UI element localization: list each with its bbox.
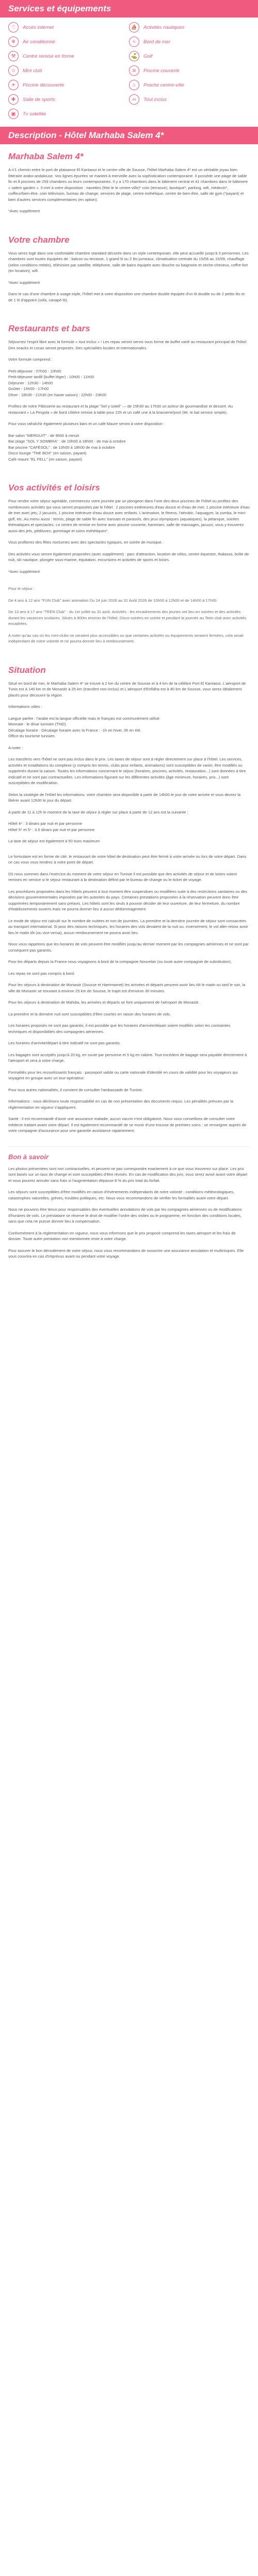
service-item — [8, 79, 129, 91]
service-label: Activités nautiques — [143, 24, 185, 30]
paragraph: A noter : — [8, 745, 23, 750]
paragraph: Petit-déjeuner : 07h00 - 10h00 Petit-déjeuner tardif (buffet léger) : 10h00 - 11h00 Déjeuner : 12h30 - 14h00 Goûter : 15h00 - 17h00 Dîner : 18h30 - 21h30 (en haute saison) ; 22h00 - 23h00 — [8, 368, 106, 397]
chambre-title: Votre chambre — [8, 234, 70, 245]
paragraph: Vous profiterez des fêtes nocturnes avec des spectacles typiques, en soirée de musique. — [8, 540, 163, 545]
paragraph: Vous serez logé dans une confortable chambre standard décorée dans un style contemporain, elle peut accueillir jusqu'à 3 personnes. Les chambres sont toutes équipées de : balcon ou terrasse, 1 grand lit ou 2 lits jumeaux, climatisation centrale du 15/06 au 15/09, chauffage (selon conditions météo), télévision par satellite, téléphone, salle de bains équipée avec douche ou baignoire et sèche-cheveux, coffre-fort (en location), wifi. — [8, 250, 249, 273]
situation-title: Situation — [8, 665, 46, 675]
service-label: Golf — [143, 53, 153, 59]
services-grid — [0, 18, 258, 122]
paragraph: Santé : il est recommandé d'avoir une assurance maladie, aucun vaccin n'est obligatoire. Nous vous conseillons de consulter votre médecin traitant avant votre départ. Il est également recommandé de se munir d'une trousse de premiers soins ; se renseigner auprès de votre compagnie d'assurance pour une garantie assistance rapatriement. — [8, 1116, 247, 1133]
wave-icon: ≈ — [129, 37, 139, 47]
service-label: Salle de sports — [23, 96, 55, 103]
pool-icon: ≋ — [129, 65, 139, 76]
paragraph: La première et la dernière nuit sont susceptibles d'être courtes en raison des horaires de vols. — [8, 1011, 171, 1016]
service-item — [129, 50, 250, 62]
paragraph: Pour assurer le bon déroulement de votre séjour, nous vous recommandons de souscrire une assurance annulation et multirisques. Elle vous couvrira en cas d'imprévus avant ou pendant votre voyage. — [8, 1248, 244, 1259]
paragraph: Les horaires proposés ne sont pas garantis, il est possible que les horaires d'arrivée/départ soient modifiés selon les contraintes techniques et disponibilités des compagnies aériennes. — [8, 1023, 231, 1034]
paragraph: De 13 ans à 17 ans "TEEN Club" - du 1er juillet au 31 août. Activités : les encadrements des jeunes ont lieu en soirées et des activités durant les vacances scolaires. Situés à 800m environ de l'hôtel. Disco-soirées en soirée et pendant la journée au Teen club avec activités encadrées. — [8, 609, 247, 626]
service-label: Centre remise en forme — [23, 53, 74, 59]
paragraph: Pour les départs depuis la France nous voyageons à bord de la compagnie Nouvelair (ou toute autre compagnie de substitution). — [8, 959, 232, 964]
paragraph: Conformément à la réglementation en vigueur, nous vous informons que le prix proposé comprend les taxes aéroport et les frais de dossier. Toute autre prestation non mentionnée reste à votre charge. — [8, 1230, 236, 1241]
paragraph: Les bagages sont acceptés jusqu'à 20 kg, en soute par personne et 5 kg en cabine. Tout excédent de bagage sera payable directement à l'aéroport et sera à votre charge. — [8, 1052, 247, 1063]
paragraph: Informations : nous déclinons toute responsabilité en cas de non présentation des documents requis. Les pénalités prévues par la réglementation en vigueur s'appliquent. — [8, 1099, 234, 1110]
paragraph: *Avec supplément — [8, 209, 40, 213]
paragraph: Votre formule comprend : — [8, 357, 53, 362]
paragraph: Séjournez l'esprit libre avec la formule « tout inclus » ! Les repas seront servis sous forme de buffet varié au restaurant principal de l'hôtel. Des snacks et cocas seront proposés. Des spécialités locales et internationales. — [8, 340, 248, 350]
service-item — [8, 65, 129, 76]
paragraph: Pour rendre votre séjour agréable, commencez votre journée par un plongeon dans l'une des deux piscines de l'hôtel ou profitez des nombreuses activités qui vous seront proposées par le hôtel : 2 piscines extérieures d'eau douce et d'eau de mer, 1 piscine intérieure d'eau de mer avec jets, 2 jacuzzis, 1 piscine intérieure d'eau douce avec enfants. L'animation, le fitness, l'aérobic, l'aquagym, la zumba, le mini-golf, etc. Au menu aussi : tennis, plage de sable fin avec transats et parasols, des jeux olympiques (aquatiques), la pétanque, soirées thématiques et spectacles. Le centre de remise en forme avec piscine couverte, hammam, salle de massages, jacuzzi, vous y trouverez aussi des jets, pédiluves, gommage et soins esthétiques*. — [8, 499, 250, 533]
paragraph: *Avec supplément — [8, 569, 40, 574]
child-icon: ☺ — [8, 65, 19, 76]
sport-icon: ✚ — [8, 94, 19, 105]
service-label: Mini club — [23, 67, 42, 74]
paragraph: Les transferts vers l'hôtel ne sont pas inclus dans le prix. Les taxes de séjour sont à régler directement sur place à l'hôtel. Les services, activités et installations du complexe (y compris les tennis, clubs pour enfants, animations) sont susceptibles de varier, être modifiés ou supprimés durant la saison. Toutes les informations concernant le séjour (horaires, piscines, activités, restauration...) sont données à titre indicatif et ne sont pas contractuelles. Les informations figurant sur les différentes activités (âge minimum, horaires, prix...) sont susceptibles de modification. — [8, 757, 246, 785]
paragraph: A noter qu'au cas où les mini-clubs ne seraient plus accessibles ou que certaines activités ou équipements seraient fermées, cela serait indépendant de notre volonté et ne pourra donner lieu à remboursement. — [8, 633, 244, 643]
paragraph: Le mode de séjour est calculé sur le nombre de nuitées et non de journées. La première et la dernière journée de séjour sont consacrées au transport international. Si pour des raisons techniques, les horaires des vols devaient de la nuit ou, inversement, le vol aller-retour avoir lieu le matin tôt (ou vice-versa), aucun remboursement ne pourra avoir lieu. — [8, 918, 248, 935]
paragraph: Pour vous rafraîchir également plusieurs bars et un café Maure seront à votre disposition : — [8, 421, 165, 426]
paragraph: A n'1 chemin entre le port de plaisance El Kantaoui et le centre-ville de Sousse, l'hôtel Marhaba Salem 4* est un véritable joyau bien littéraire arabo-andalouse. Vos lignes épurées se marient à merveille avec la sophistication contemporaine. Il possède une plage de sable fin et 8 piscines de 259 chambres ou leurs contemporaines. Il y a 170 chambres dans le bâtiment central et 41 chambres dans le bâtiment « salem garden ». Il met à votre disposition : navettes (frite le le centre-ville)* coin (terrasse), boutique*, parking, wifi, médecin*, coiffeur/bien-être, coin télévision, bureau de change, services de plage, centre esthétique, centre de bien-être, salle de gym (*payant) et bien d'autres services complémentaires (en option). — [8, 167, 248, 202]
paragraph: Hôtel 4* : 3 dinars par nuit et par personne Hôtel 5* et 5* : 3.5 dinars par nuit et par personne — [8, 821, 95, 832]
paragraph: Situé en bord de mer, le Marhaba Salem 4* se trouve à 2 km du centre de Sousse et à 4 km de la célèbre Port El Kantaoui. L'aéroport de Tunis est à 140 km et de Monastir à 25 km (transfert non-inclus) et L'aéroport d'Enfidha est à 40 km de Sousse, vous serez idéalement placés pour découvrir la région. — [8, 681, 246, 698]
paragraph: Pour les séjours à destination de Mahdia, les arrivées et départs se font uniquement de l'aéroport de Monastir. — [8, 1000, 200, 1005]
paragraph: De 4 ans à 12 ans "FUN Club" avec animation Du 24 juin 2026 au 31 Août 2026 de 10h00 à 12h00 et de 14h00 à 17h00. — [8, 598, 218, 603]
service-label: Air conditionné — [23, 39, 55, 45]
hotel-name: Marhaba Salem 4* — [8, 151, 84, 161]
dumbbell-icon: ⚒ — [8, 51, 19, 61]
paragraph: Formalités pour les ressortissants français : passeport valide ou carte nationale d'identité en cours de validité pour les voyageurs qui voyagent en groupe avec un tour-opérateur. — [8, 1070, 238, 1080]
paragraph: A partir de 11 à 12h le moment de la taxe de séjour à régler sur place à partir de 12 ans est la suivante : — [8, 809, 188, 815]
service-item — [129, 22, 250, 33]
description-text — [0, 167, 258, 214]
bon-a-savoir-text — [0, 1166, 258, 1260]
snowflake-icon: ❄ — [8, 37, 19, 47]
service-item — [8, 94, 129, 105]
paragraph: Pour le séjour : — [8, 586, 35, 591]
paragraph: Le formulaire est en forme de cité, le restaurant de votre hôtel de destination peut être fermé à votre arrivée ou lors de votre départ. Dans ce cas vous vous rendrez à votre point de départ. — [8, 854, 247, 865]
paragraph: La taxe de séjour est également à 50 euro maximum — [8, 839, 100, 843]
paragraph: Les photos présentées sont non contractuelles, et peuvent ne pas correspondre exactement à ce que vous trouverez sur place. Les prix sont basés sur un taux de change et sont susceptibles d'être révisés. En cas de modification des prix, vous serez avisé avant votre départ et vous pourrez annuler sans frais si l'augmentation dépasse 8 % du prix total du forfait. — [8, 1166, 248, 1183]
service-label: Tv satellite — [23, 111, 46, 117]
paragraph: Dû nous sommes dans l'exercice du moment de votre séjour en Tunisie il est possible que des activités de séjour et de loisirs soient remises en service si le séjour restaurant à la destination définit par le bureau de change ou le ticket de voyage. — [8, 871, 237, 882]
all-inclusive-icon: ∞ — [129, 94, 139, 105]
service-label: Proche centre-ville — [143, 82, 184, 88]
paragraph: Nous ne pouvons être tenus pour responsables des éventuelles annulations de vols par les compagnies aériennes ou de modifications d'horaires de vols. Le prestataire se réserve le droit de modifier l'ordre des visites ou le programme, en fonction des conditions locales, sans que cela ne puisse donner lieu à compensation. — [8, 1207, 242, 1224]
wifi-icon: ⌔ — [8, 22, 19, 32]
city-icon: ⌂ — [129, 80, 139, 90]
paragraph: Profitez de notre Pâtisserie au restaurant et la plage "Sel y soleil" — de 15h30 au 17h30 un acteur de gourmandise et dessert. Au restaurant « La Pergola » de bord côtière remise à table pour 22h et un café une à la brasserie/pool (Mr. le bal service simple). — [8, 404, 233, 415]
paragraph: Langue parlée : l'arabe est la langue officielle mais le français est communément utilisé. Monnaie : le dinar tunisien (TND). Décalage horaire : Décalage horaire avec la France : -1h en hiver, 0h en été. Office du tourisme tunisien. — [8, 716, 161, 738]
service-label: Piscine couverte — [143, 67, 180, 74]
service-item — [129, 65, 250, 76]
restaurants-text — [0, 339, 258, 462]
paragraph: Les séjours sont susceptibles d'être modifiés en raison d'événements indépendants de notre volonté : conditions météorologiques, catastrophes naturelles, grèves, troubles politiques, etc. Nous vous recommandons de vérifier les formalités avant votre départ. — [8, 1190, 235, 1200]
conditions-text — [0, 854, 258, 1134]
paragraph: Informations utiles : — [8, 704, 42, 709]
paragraph: Les procédures proposées dans les hôtels peuvent à tout moment être suspendues ou modifiées suite à des restrictions sanitaires ou des décisions gouvernementales imposées par les autorités du pays. Certaines prestations proposées à la réservation peuvent donc être supprimées temporairement sans préavis. Les hôtels sont les seuls à pouvoir décider de leur ouverture, de leur fermeture, du nombre d'établissements ouverts mais ne pourra donner lieu à aucun dédommagement. — [8, 889, 248, 911]
service-item — [129, 79, 250, 91]
services-header: Services et équipements — [0, 0, 258, 18]
service-label: Piscine découverte — [23, 82, 64, 88]
activites-title: Vos activités et loisirs — [8, 483, 100, 493]
service-item — [129, 36, 250, 47]
tv-icon: ▣ — [8, 109, 19, 119]
paragraph: Les repas ne sont pas compris à bord. — [8, 971, 75, 976]
paragraph: Les horaires d'arrivée/départ à titre indicatif ne sont pas garantis. — [8, 1041, 121, 1045]
paragraph: Nous vous rappelons que les horaires de vols peuvent être modifiés jusqu'au dernier moment par les compagnies aériennes et ne sont par conséquent pas garantis. — [8, 942, 249, 953]
chambre-text — [0, 250, 258, 303]
paragraph: Dans le cas d'une chambre à usage triple, l'hôtel met à votre disposition une chambre double équipée d'un lit double ou de 2 petits lits et de 1 lit d'appoint (sofa, canapé-lit). — [8, 292, 245, 302]
service-item — [8, 108, 129, 120]
service-label: Accès internet — [23, 24, 54, 30]
paragraph: Selon la stratégie de l'Hôtel les informations, votre chambre sera disponible à partir de 14h00 le jour de votre arrivée et vous devrez la libérer avant 12h00 le jour du départ. — [8, 792, 241, 803]
paragraph: Bar salon "MERGUIT" : de 9h00 à minuit Bar plage "SOL Y SOMBRA" : de 10h00 à 18h00 - de mai à octobre Bar piscine "CAFÉSOL" : de 10h00 à 18h00 de mai à octobre Disco lounge "THE BOX" (en saison, payant) Café maure "EL FELL" (en saison, payant) — [8, 433, 126, 462]
paragraph: Pour les séjours à destination de Monastir (Sousse et Hammamet) les arrivées et départs peuvent avoir lieu tôt le matin ou tard le soir, la ville de Monastir se trouvant à environ 25 km de Sousse, le trajet est d'environ 30 minutes. — [8, 982, 246, 993]
service-label: Bord de mer — [143, 39, 171, 45]
restaurants-title: Restaurants et bars — [8, 324, 90, 333]
divider — [8, 1146, 250, 1147]
swim-icon: ☀ — [8, 80, 19, 90]
activites-text — [0, 498, 258, 574]
service-item — [129, 94, 250, 105]
service-item — [8, 50, 129, 62]
paragraph: Des activités vous seront également proposées (avec supplément) : parc d'attraction, location de vélos, centre équestre, thalasso, boîte de nuit, ski nautique, plongée sous-marine, équitation, excursions et activités de sports et loisirs. — [8, 551, 249, 562]
service-item — [8, 36, 129, 47]
description-header: Description - Hôtel Marhaba Salem 4* — [0, 127, 258, 144]
kids-club-text — [0, 586, 258, 645]
paragraph: Pour tous autres nationalités, il convient de consulter l'ambassade de Tunisie. — [8, 1087, 143, 1092]
paragraph: *Avec supplément — [8, 280, 40, 285]
situation-text — [0, 681, 258, 844]
golf-icon: ⛳ — [129, 51, 139, 61]
bon-a-savoir-title: Bon à savoir — [8, 1153, 49, 1161]
boat-icon: ⛵ — [129, 22, 139, 32]
service-label: Tout inclus — [143, 96, 167, 103]
service-item — [8, 22, 129, 33]
